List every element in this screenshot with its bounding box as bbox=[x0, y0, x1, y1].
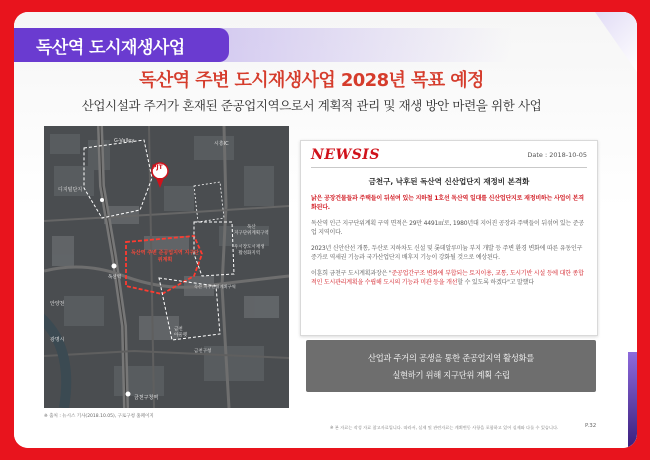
aerial-map bbox=[44, 126, 289, 408]
news-clipping bbox=[300, 140, 598, 336]
news-date: Date : 2018-10-05 bbox=[527, 151, 587, 159]
map-label-station-area: 독산역 bbox=[108, 275, 122, 280]
map-label-river: 안양천 bbox=[50, 301, 65, 307]
footer-note: ※ 본 자료는 작성 자료 참고자료입니다. 따라서, 실제 및 관련자료는 계획변동 사항을 포함하고 있어 실제와 다를 수 있습니다. bbox=[330, 425, 559, 430]
map-canvas bbox=[44, 126, 289, 408]
map-label-station: 금천구청역 bbox=[134, 395, 159, 401]
news-paragraph-1: 독산역 인근 지구단위계획 구역 면적은 29만 4491㎡로, 1980년대 지어진 공장과 주택들이 뒤섞여 있는 준공업 지역이다. bbox=[311, 220, 584, 236]
map-label-unit1: 독산 지구단위계획구역 bbox=[234, 225, 269, 236]
news-p3-pre: 이훈희 금천구 도시계획과장은 " bbox=[311, 270, 392, 277]
section-tab-accent bbox=[218, 28, 637, 62]
map-label-unit3: 독산 지구단위계획구역 bbox=[194, 284, 236, 289]
map-caption: ※ 출처 : 뉴시스 기사(2018.10.05), 구로구청 홈페이지 bbox=[44, 414, 154, 419]
summary-line-1: 산업과 주거의 공생을 통한 준공업지역 활성화를 bbox=[368, 352, 534, 363]
map-label-valley-sub: 디지털단지 bbox=[58, 187, 83, 193]
map-label-target-area: 독산역 주변 준공업지역 지구단위계획 bbox=[130, 250, 199, 263]
section-tab-label: 독산역 도시재생사업 bbox=[36, 37, 185, 58]
map-label-unit2: 우시장도시재생 활성화지역 bbox=[234, 245, 265, 256]
news-logo: NEWSIS bbox=[311, 147, 380, 163]
map-label-pjt: PJT bbox=[152, 164, 163, 171]
side-stripe bbox=[628, 352, 637, 448]
map-label-valley: G-Valley bbox=[114, 138, 135, 144]
summary-box bbox=[306, 340, 596, 392]
news-lead: 낡은 공장건물들과 주택들이 뒤섞여 있는 지하철 1호선 독산역 일대를 신산업단지로 재정비하는 사업이 본격화된다. bbox=[311, 195, 584, 211]
map-label-gwangmyeong: 광명시 bbox=[50, 337, 65, 343]
map-label-complex: 금천 아울렛 bbox=[174, 327, 188, 338]
summary-line-2: 실현하기 위해 지구단위 계획 수립 bbox=[392, 369, 510, 380]
news-header bbox=[311, 147, 587, 168]
page-title: 독산역 주변 도시재생사업 2028년 목표 예정 bbox=[139, 70, 484, 91]
page-subtitle: 산업시설과 주거가 혼재된 준공업지역으로서 계획적 관리 및 재생 방안 마련을 위한 사업 bbox=[81, 98, 542, 113]
news-paragraph-3 bbox=[311, 269, 587, 287]
news-p3-post: 할 수 있도록 하겠다"고 말했다 bbox=[457, 279, 534, 286]
news-paragraph-2: 2023년 신안산선 개통, 두산로 지하차도 신설 및 롯데알루미늄 부지 개발 등 주변 환경 변화에 따른 유동인구 증가로 역세권 기능과 국가산업단지 배후지 기능이 강화될 것으로 예상된다. bbox=[311, 245, 583, 261]
news-headline: 금천구, 낙후된 독산역 신산업단지 재정비 본격화 bbox=[368, 177, 530, 186]
section-tab bbox=[14, 28, 229, 62]
map-label-ic: 시흥IC bbox=[214, 141, 229, 147]
page-number: P.32 bbox=[585, 423, 597, 429]
news-p3-highlight: 준공업간구조 변화에 부합되는 토지이용, 교통, 도시기반 시설 등에 대한 종합적인 도시관리계획을 수립해 도시의 기능과 미관 등을 개선 bbox=[311, 270, 584, 286]
map-label-park: 금천구청 bbox=[194, 349, 212, 354]
